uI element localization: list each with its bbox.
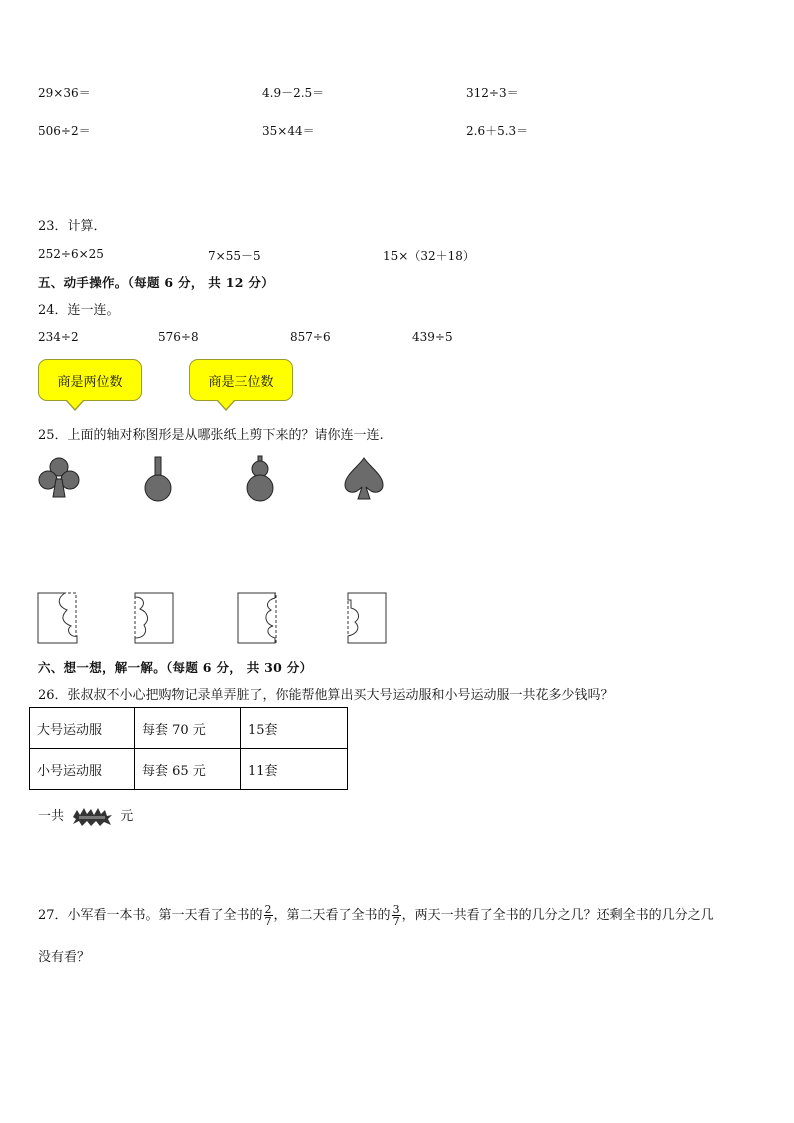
bubble-label: 商是三位数 bbox=[208, 374, 274, 390]
q24-item: 857÷6 bbox=[290, 330, 331, 344]
total-prefix: 一共 bbox=[38, 809, 65, 824]
purchase-record-table bbox=[29, 707, 348, 790]
q24-item: 234÷2 bbox=[38, 330, 79, 344]
fraction-denominator: 7 bbox=[264, 915, 272, 928]
fraction-2-7 bbox=[264, 904, 273, 927]
section-5-heading: 五、动手操作。（每题 6 分， 共 12 分） bbox=[38, 275, 275, 290]
calc-item: 2.6＋5.3＝ bbox=[466, 124, 529, 138]
bottle-icon bbox=[138, 455, 178, 503]
question-27-line-1 bbox=[38, 904, 714, 927]
fraction-denominator: 7 bbox=[392, 915, 400, 928]
fraction-numerator: 2 bbox=[264, 903, 272, 916]
fraction-numerator: 3 bbox=[392, 903, 400, 916]
calc-item: 506÷2＝ bbox=[38, 124, 91, 138]
bubble-three-digit bbox=[189, 359, 293, 401]
question-24-title: 24．连一连。 bbox=[38, 303, 120, 318]
question-25-title: 25．上面的轴对称图形是从哪张纸上剪下来的？请你连一连. bbox=[38, 428, 384, 443]
q23-item: 15×（32＋18） bbox=[383, 249, 475, 263]
table-cell: 大号运动服 bbox=[30, 708, 135, 749]
folded-paper-4 bbox=[345, 592, 389, 644]
bubble-label: 商是两位数 bbox=[57, 374, 123, 390]
q27-text: ，两天一共看了全书的几分之几？还剩全书的几分之几 bbox=[401, 908, 714, 923]
calc-item: 4.9－2.5＝ bbox=[262, 86, 325, 100]
folded-paper-3 bbox=[237, 592, 279, 644]
spade-icon bbox=[340, 455, 388, 503]
q23-item: 7×55－5 bbox=[208, 249, 261, 263]
table-cell: 小号运动服 bbox=[30, 749, 135, 790]
q23-item: 252÷6×25 bbox=[38, 247, 104, 261]
question-26-title: 26．张叔叔不小心把购物记录单弄脏了，你能帮他算出买大号运动服和小号运动服一共花多少钱吗？ bbox=[38, 688, 614, 703]
section-6-heading: 六、想一想，解一解。（每题 6 分， 共 30 分） bbox=[38, 660, 313, 675]
q27-text: ，第二天看了全书的 bbox=[273, 908, 391, 923]
calc-item: 29×36＝ bbox=[38, 86, 91, 100]
total-line bbox=[38, 805, 133, 827]
folded-paper-1 bbox=[37, 592, 79, 644]
bubble-two-digit bbox=[38, 359, 142, 401]
total-suffix: 元 bbox=[120, 809, 134, 824]
fraction-3-7 bbox=[392, 904, 401, 927]
q24-item: 576÷8 bbox=[158, 330, 199, 344]
table-cell: 每套 65 元 bbox=[135, 749, 241, 790]
question-27-line-2: 没有看？ bbox=[38, 950, 91, 965]
table-row bbox=[30, 708, 348, 749]
table-cell: 15套 bbox=[241, 708, 348, 749]
ink-smudge-icon bbox=[71, 807, 113, 827]
folded-paper-2 bbox=[132, 592, 174, 644]
calc-item: 35×44＝ bbox=[262, 124, 315, 138]
table-row bbox=[30, 749, 348, 790]
club-icon bbox=[34, 455, 84, 503]
table-cell: 每套 70 元 bbox=[135, 708, 241, 749]
gourd-icon bbox=[240, 455, 280, 503]
table-cell: 11套 bbox=[241, 749, 348, 790]
q27-text: 27．小军看一本书。第一天看了全书的 bbox=[38, 908, 263, 923]
question-23-title: 23．计算． bbox=[38, 219, 107, 234]
calc-item: 312÷3＝ bbox=[466, 86, 519, 100]
q24-item: 439÷5 bbox=[412, 330, 453, 344]
